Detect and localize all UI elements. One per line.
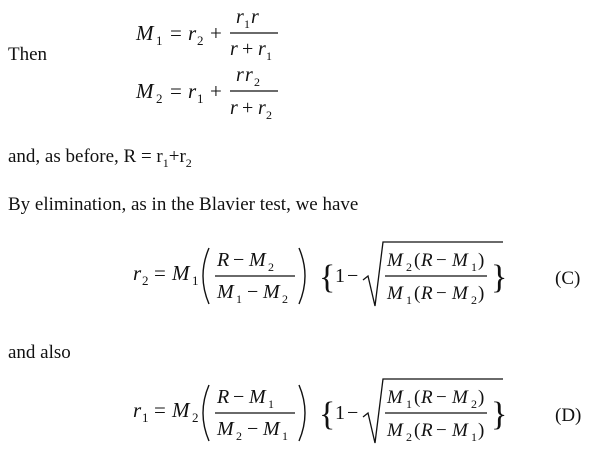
svg-text:(: (: [414, 420, 421, 441]
text-as-before-plus: +r: [168, 146, 186, 167]
svg-text:1: 1: [471, 430, 477, 444]
text-as-before-main: and, as before, R = r: [8, 146, 163, 167]
svg-text:+: +: [242, 38, 254, 60]
svg-text:−: −: [436, 250, 447, 271]
svg-text:M: M: [387, 283, 403, 304]
svg-text:M: M: [136, 79, 154, 103]
equation-c: [125, 236, 515, 321]
equation-label-c: (C): [555, 268, 581, 289]
svg-text:): ): [478, 250, 485, 271]
svg-text:M: M: [387, 420, 403, 441]
text-as-before: and, as before, $R = r_1+r_2$: [8, 146, 192, 170]
svg-text:M: M: [452, 387, 468, 408]
svg-text:1: 1: [268, 397, 274, 411]
svg-text:−: −: [247, 281, 259, 303]
svg-text:2: 2: [254, 75, 260, 89]
svg-text:=: =: [154, 261, 166, 285]
svg-text:2: 2: [406, 260, 412, 274]
svg-text:1: 1: [192, 273, 199, 288]
svg-text:1: 1: [156, 33, 163, 48]
svg-text:M: M: [217, 281, 234, 303]
svg-text:+: +: [210, 79, 222, 103]
svg-text:r: r: [251, 6, 259, 28]
svg-text:−: −: [233, 386, 245, 408]
svg-text:M: M: [172, 261, 190, 285]
svg-text:}: }: [491, 259, 508, 296]
equation-d: [125, 373, 515, 458]
svg-text:1: 1: [406, 397, 412, 411]
svg-text:(: (: [414, 250, 421, 271]
text-then: Then: [8, 44, 48, 65]
svg-text:r: r: [258, 97, 266, 119]
svg-text:M: M: [387, 387, 403, 408]
svg-text:−: −: [436, 283, 447, 304]
svg-text:R: R: [421, 283, 433, 304]
svg-text:2: 2: [197, 33, 204, 48]
svg-text:}: }: [491, 396, 508, 433]
svg-text:r: r: [133, 261, 142, 285]
svg-text:1: 1: [406, 293, 412, 307]
svg-text:2: 2: [156, 91, 163, 106]
svg-text:1: 1: [282, 429, 288, 443]
svg-text:M: M: [452, 283, 468, 304]
svg-text:M: M: [452, 250, 468, 271]
equation-label-d: (D): [555, 405, 582, 426]
svg-text:): ): [478, 387, 485, 408]
svg-text:−: −: [436, 387, 447, 408]
svg-text:r: r: [188, 79, 197, 103]
svg-text:{: {: [319, 396, 336, 433]
svg-text:r: r: [230, 97, 238, 119]
svg-text:=: =: [170, 21, 182, 45]
svg-text:M: M: [249, 249, 266, 271]
svg-text:r: r: [133, 398, 142, 422]
svg-text:=: =: [154, 398, 166, 422]
svg-text:M: M: [217, 418, 234, 440]
svg-text:(: (: [414, 387, 421, 408]
svg-text:R: R: [421, 420, 433, 441]
svg-text:(: (: [414, 283, 421, 304]
svg-text:1: 1: [471, 260, 477, 274]
svg-text:1: 1: [266, 49, 272, 62]
svg-text:M: M: [263, 281, 280, 303]
svg-text:R: R: [217, 386, 230, 408]
equation-m1: [130, 2, 300, 67]
svg-text:r: r: [236, 6, 244, 28]
svg-text:−: −: [247, 418, 259, 440]
svg-text:2: 2: [471, 293, 477, 307]
svg-text:M: M: [249, 386, 266, 408]
svg-text:M: M: [136, 21, 154, 45]
svg-text:2: 2: [142, 273, 149, 288]
svg-text:): ): [478, 283, 485, 304]
svg-text:2: 2: [236, 429, 242, 443]
svg-text:2: 2: [282, 292, 288, 306]
svg-text:1: 1: [244, 17, 250, 31]
svg-text:+: +: [210, 21, 222, 45]
svg-text:): ): [478, 420, 485, 441]
svg-text:−: −: [436, 420, 447, 441]
svg-text:r: r: [245, 64, 253, 86]
svg-text:2: 2: [266, 108, 272, 122]
svg-text:R: R: [217, 249, 230, 271]
svg-text:=: =: [170, 79, 182, 103]
svg-text:r: r: [188, 21, 197, 45]
svg-text:1: 1: [236, 292, 242, 306]
svg-text:1: 1: [197, 91, 204, 106]
svg-text:M: M: [263, 418, 280, 440]
svg-text:−: −: [347, 402, 359, 424]
svg-text:1: 1: [335, 265, 345, 287]
svg-text:M: M: [452, 420, 468, 441]
svg-text:2: 2: [471, 397, 477, 411]
equation-m2: [130, 60, 300, 127]
svg-text:{: {: [319, 259, 336, 296]
text-and-also: and also: [8, 342, 71, 363]
svg-text:M: M: [172, 398, 190, 422]
svg-text:−: −: [347, 265, 359, 287]
svg-text:+: +: [242, 97, 254, 119]
svg-text:2: 2: [268, 260, 274, 274]
svg-text:1: 1: [335, 402, 345, 424]
svg-text:−: −: [233, 249, 245, 271]
text-elimination: By elimination, as in the Blavier test, we have: [8, 194, 359, 215]
svg-text:r: r: [230, 38, 238, 60]
svg-text:M: M: [387, 250, 403, 271]
svg-text:2: 2: [406, 430, 412, 444]
svg-text:r: r: [258, 38, 266, 60]
svg-text:R: R: [421, 250, 433, 271]
svg-text:2: 2: [192, 410, 199, 425]
svg-text:1: 1: [142, 410, 149, 425]
svg-text:R: R: [421, 387, 433, 408]
svg-text:r: r: [236, 64, 244, 86]
